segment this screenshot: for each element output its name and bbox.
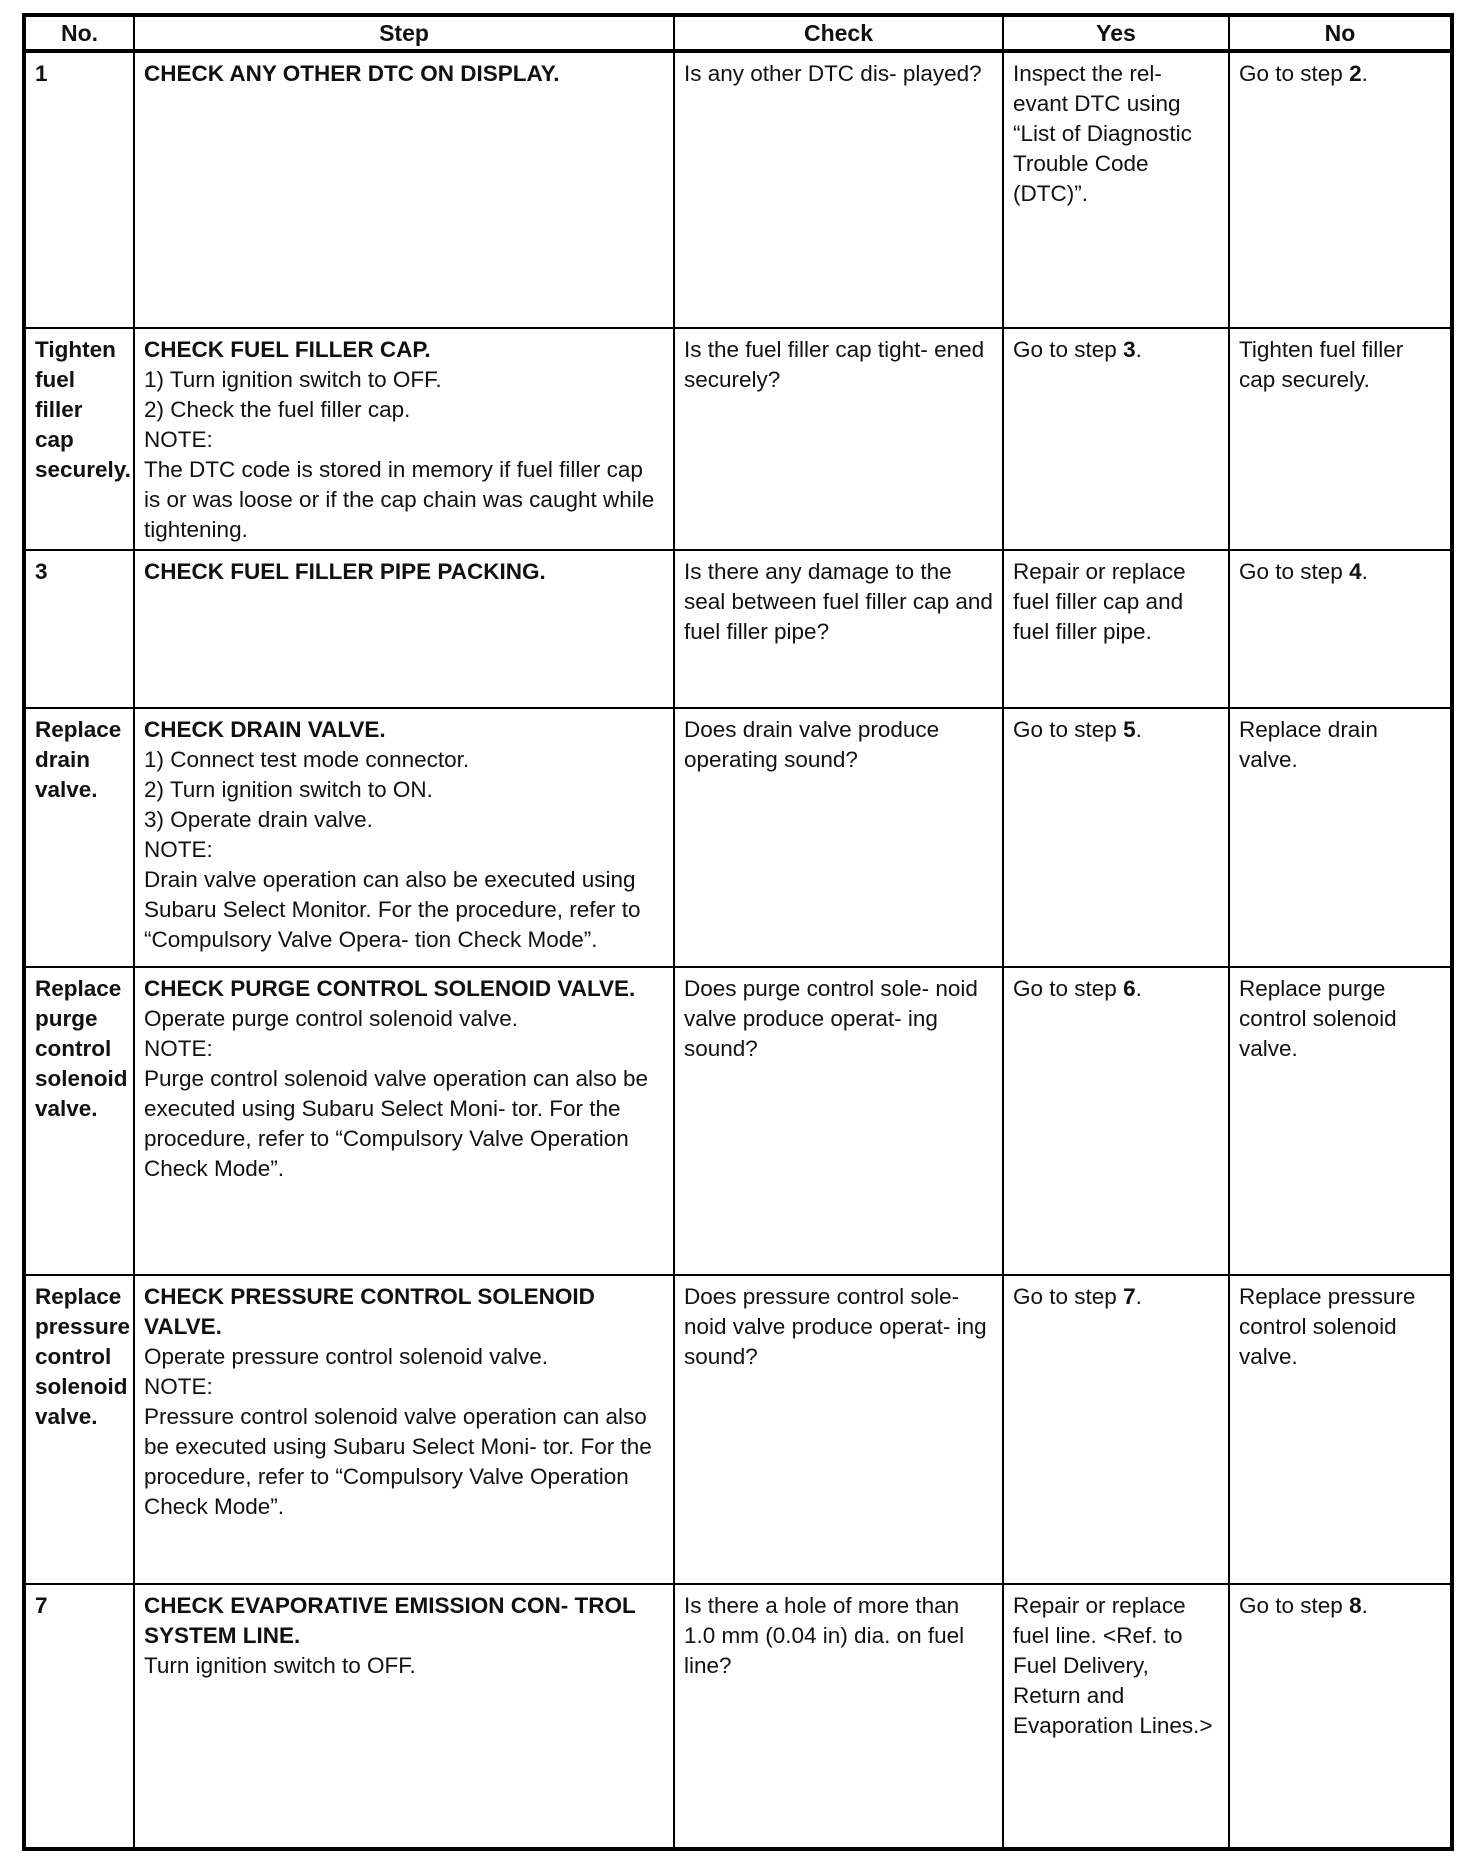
row-number: 7 <box>24 1584 134 1849</box>
row-number: Replace purge control solenoid valve. <box>24 967 134 1275</box>
yes-prefix: Go to step <box>1013 976 1124 1001</box>
header-row <box>24 15 1452 51</box>
yes-cell: Repair or replace fuel filler cap and fuel filler pipe. <box>1003 550 1229 708</box>
no-prefix: Go to step <box>1239 559 1350 584</box>
step-line: 1) Connect test mode connector. <box>144 747 470 772</box>
step-note-label: NOTE: <box>144 1036 213 1061</box>
step-cell <box>134 550 674 708</box>
step-note-label: NOTE: <box>144 427 213 452</box>
yes-step-number: 5 <box>1123 717 1136 742</box>
yes-cell: Inspect the rel- evant DTC using “List of Diagnostic Trouble Code (DTC)”. <box>1003 51 1229 328</box>
header-yes: Yes <box>1003 15 1229 51</box>
yes-suffix: . <box>1135 976 1142 1001</box>
yes-cell: Repair or replace fuel line. <Ref. to Fuel Delivery, Return and Evaporation Lines.> <box>1003 1584 1229 1849</box>
check-cell: Does pressure control sole- noid valve produce operat- ing sound? <box>674 1275 1003 1584</box>
yes-suffix: . <box>1135 717 1142 742</box>
step-title: CHECK FUEL FILLER CAP. <box>144 337 431 362</box>
yes-cell <box>1003 967 1229 1275</box>
step-cell <box>134 51 674 328</box>
header-check: Check <box>674 15 1003 51</box>
step-title: CHECK ANY OTHER DTC ON DISPLAY. <box>144 61 560 86</box>
row-number: Replace drain valve. <box>24 708 134 967</box>
yes-suffix: . <box>1135 337 1142 362</box>
check-cell: Is any other DTC dis- played? <box>674 51 1003 328</box>
step-note-text: Drain valve operation can also be executed using Subaru Select Monitor. For the procedure, refer to “Compulsory Valve Opera- tion Check Mode”. <box>144 867 641 952</box>
row-number: Tighten fuel filler cap securely. <box>24 328 134 550</box>
yes-prefix: Go to step <box>1013 717 1124 742</box>
table-row <box>24 1584 1452 1849</box>
row-number: 3 <box>24 550 134 708</box>
step-title: CHECK FUEL FILLER PIPE PACKING. <box>144 559 546 584</box>
no-suffix: . <box>1361 61 1368 86</box>
check-cell: Does purge control sole- noid valve produce operat- ing sound? <box>674 967 1003 1275</box>
check-cell: Is there any damage to the seal between fuel filler cap and fuel filler pipe? <box>674 550 1003 708</box>
step-note-text: Pressure control solenoid valve operation can also be executed using Subaru Select Moni- tor. For the procedure, refer to “Compulsory Valve Operation Check Mode”. <box>144 1404 652 1519</box>
no-step-number: 4 <box>1349 559 1362 584</box>
yes-cell <box>1003 708 1229 967</box>
check-cell: Is there a hole of more than 1.0 mm (0.04 in) dia. on fuel line? <box>674 1584 1003 1849</box>
table-row <box>24 967 1452 1275</box>
no-prefix: Go to step <box>1239 1593 1350 1618</box>
step-line: 2) Turn ignition switch to ON. <box>144 777 433 802</box>
no-cell <box>1229 1584 1452 1849</box>
no-suffix: . <box>1361 1593 1368 1618</box>
yes-step-number: 6 <box>1123 976 1136 1001</box>
header-no: No. <box>24 15 134 51</box>
yes-step-number: 7 <box>1123 1284 1136 1309</box>
step-title: CHECK DRAIN VALVE. <box>144 717 386 742</box>
row-number: 1 <box>24 51 134 328</box>
header-no-answer: No <box>1229 15 1452 51</box>
step-cell <box>134 1584 674 1849</box>
step-note-text: The DTC code is stored in memory if fuel filler cap is or was loose or if the cap chain was caught while tightening. <box>144 457 655 542</box>
table-row <box>24 708 1452 967</box>
no-cell: Replace purge control solenoid valve. <box>1229 967 1452 1275</box>
check-cell: Does drain valve produce operating sound? <box>674 708 1003 967</box>
step-line: 3) Operate drain valve. <box>144 807 373 832</box>
check-cell: Is the fuel filler cap tight- ened securely? <box>674 328 1003 550</box>
no-cell <box>1229 51 1452 328</box>
step-line: 2) Check the fuel filler cap. <box>144 397 411 422</box>
step-note-text: Purge control solenoid valve operation can also be executed using Subaru Select Moni- tor. For the procedure, refer to “Compulsory Valve Operation Check Mode”. <box>144 1066 649 1181</box>
no-step-number: 2 <box>1349 61 1362 86</box>
yes-prefix: Go to step <box>1013 1284 1124 1309</box>
table-row <box>24 550 1452 708</box>
step-line: Turn ignition switch to OFF. <box>144 1653 416 1678</box>
step-cell <box>134 328 674 550</box>
step-title: CHECK PURGE CONTROL SOLENOID VALVE. <box>144 976 636 1001</box>
step-note-label: NOTE: <box>144 1374 213 1399</box>
no-cell <box>1229 550 1452 708</box>
step-line: Operate pressure control solenoid valve. <box>144 1344 548 1369</box>
no-cell: Replace drain valve. <box>1229 708 1452 967</box>
table-row <box>24 1275 1452 1584</box>
yes-cell <box>1003 328 1229 550</box>
table-row <box>24 328 1452 550</box>
step-title: CHECK EVAPORATIVE EMISSION CON- TROL SYSTEM LINE. <box>144 1593 636 1648</box>
step-line: Operate purge control solenoid valve. <box>144 1006 518 1031</box>
no-suffix: . <box>1361 559 1368 584</box>
step-cell <box>134 1275 674 1584</box>
row-number: Replace pressure control solenoid valve. <box>24 1275 134 1584</box>
no-cell: Tighten fuel filler cap securely. <box>1229 328 1452 550</box>
step-line: 1) Turn ignition switch to OFF. <box>144 367 442 392</box>
yes-suffix: . <box>1135 1284 1142 1309</box>
step-cell <box>134 967 674 1275</box>
step-note-label: NOTE: <box>144 837 213 862</box>
yes-prefix: Go to step <box>1013 337 1124 362</box>
no-step-number: 8 <box>1349 1593 1362 1618</box>
table-row <box>24 51 1452 328</box>
yes-cell <box>1003 1275 1229 1584</box>
yes-step-number: 3 <box>1123 337 1136 362</box>
step-cell <box>134 708 674 967</box>
no-cell: Replace pressure control solenoid valve. <box>1229 1275 1452 1584</box>
step-title: CHECK PRESSURE CONTROL SOLENOID VALVE. <box>144 1284 595 1339</box>
no-prefix: Go to step <box>1239 61 1350 86</box>
header-step: Step <box>134 15 674 51</box>
diagnostic-table <box>22 13 1454 1851</box>
